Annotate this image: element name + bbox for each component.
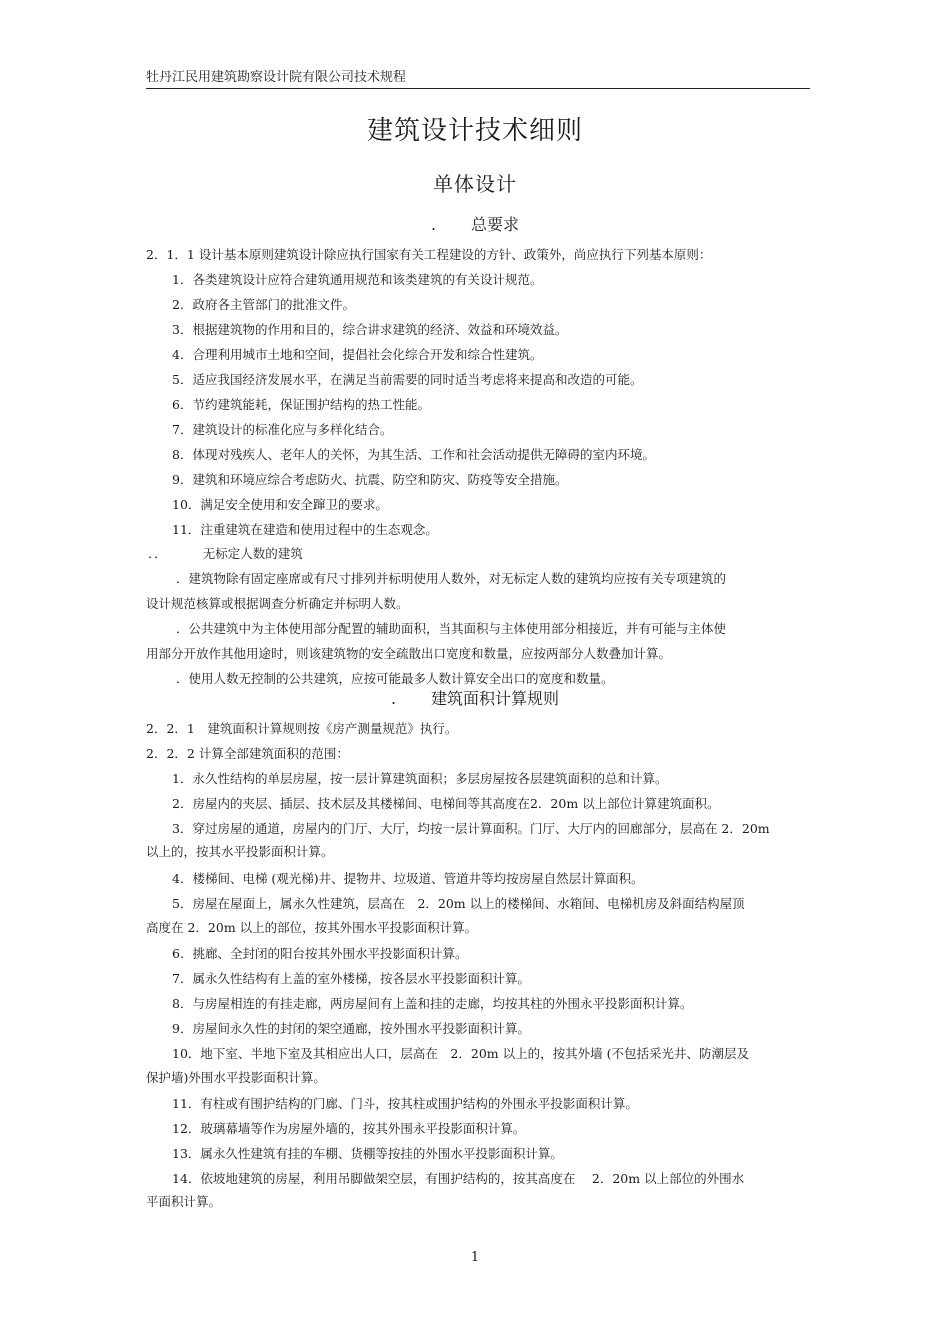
clause-2-2-1: 2．2．1 建筑面积计算规则按《房产测量规范》执行。 (146, 721, 458, 736)
list-item: 1．各类建筑设计应符合建筑通用规范和该类建筑的有关设计规范。 (172, 272, 543, 287)
list-item: 7．建筑设计的标准化应与多样化结合。 (172, 422, 393, 437)
list-item: 14．依坡地建筑的房屋，利用吊脚做架空层，有围护结构的，按其高度在 2．20m 以上部位的外围水 (172, 1171, 745, 1186)
list-item-continuation: 高度在 2．20m 以上的部位，按其外围水平投影面积计算。 (146, 920, 478, 935)
list-item: 8．与房屋相连的有挂走廊，两房屋间有上盖和挂的走廊，均按其柱的外围永平投影面积计算。 (172, 996, 693, 1011)
paragraph-line: ．建筑物除有固定座席或有尺寸排列并标明使用人数外，对无标定人数的建筑均应按有关专项建筑的 (176, 571, 727, 586)
list-item-continuation: 保护墙)外围水平投影面积计算。 (146, 1070, 326, 1085)
section-title: 总要求 (470, 215, 519, 234)
list-item-continuation: 平面积计算。 (146, 1194, 222, 1209)
list-item: 11．注重建筑在建造和使用过程中的生态观念。 (172, 522, 438, 537)
section-heading-general-requirements (0, 214, 950, 236)
list-item: 10．满足安全使用和安全蹿卫的要求。 (172, 497, 388, 512)
list-item: 3．穿过房屋的通道，房屋内的门厅、大厅，均按一层计算面积。门厅、大厅内的回廊部分，层高在 2．20m (172, 821, 770, 836)
list-item: 1．永久性结构的单层房屋，按一层计算建筑面积；多层房屋按各层建筑面积的总和计算。 (172, 771, 668, 786)
list-item: 6．节约建筑能耗，保证围护结构的热工性能。 (172, 397, 430, 412)
section-number: . (430, 215, 437, 234)
paragraph-line: ．使用人数无控制的公共建筑，应按可能最多人数计算安全出口的宽度和数量。 (176, 671, 614, 686)
chapter-title: 单体设计 (433, 172, 517, 196)
list-item: 10．地下室、半地下室及其相应出人口，层高在 2．20m 以上的，按其外墙 (不包括采光井、防潮层及 (172, 1046, 749, 1061)
list-item: 11．有柱或有围护结构的门廊、门斗，按其柱或围护结构的外围永平投影面积计算。 (172, 1096, 638, 1111)
subsection-heading (146, 545, 812, 563)
page-number: 1 (470, 1250, 480, 1265)
subsection-number: ．． (148, 546, 167, 561)
list-item: 13．属永久性建筑有挂的车棚、货棚等按挂的外围水平投影面积计算。 (172, 1146, 563, 1161)
list-item: 2．房屋内的夹层、插层、技术层及其楼梯间、电梯间等其高度在2．20m 以上部位计算建筑面积。 (172, 796, 720, 811)
section-number: . (390, 689, 397, 708)
subsection-title: 无标定人数的建筑 (202, 546, 303, 561)
list-item: 5．房屋在屋面上，属永久性建筑，层高在 2．20m 以上的楼梯间、水箱间、电梯机房及斜面结构屋顶 (172, 896, 745, 911)
list-item: 7．属永久性结构有上盖的室外楼梯，按各层水平投影面积计算。 (172, 971, 530, 986)
document-title: 建筑设计技术细则 (366, 116, 583, 146)
clause-2-1-1: 2．1．1 设计基本原则建筑设计除应执行国家有关工程建设的方针、政策外，尚应执行下列基本原则： (146, 247, 712, 262)
paragraph-line: ．公共建筑中为主体使用部分配置的辅助面积，当其面积与主体使用部分相接近，并有可能与主体使 (176, 621, 727, 636)
list-item: 12．玻璃幕墙等作为房屋外墙的，按其外围永平投影面积计算。 (172, 1121, 526, 1136)
list-item: 6．挑廊、全封闭的阳台按其外围水平投影面积计算。 (172, 946, 468, 961)
section-title: 建筑面积计算规则 (430, 689, 559, 708)
section-heading-area-rules (0, 688, 950, 710)
list-item: 3．根据建筑物的作用和目的，综合讲求建筑的经济、效益和环境效益。 (172, 322, 568, 337)
list-item-continuation: 以上的，按其水平投影面积计算。 (146, 844, 334, 859)
list-item: 9．建筑和环境应综合考虑防火、抗震、防空和防灾、防疫等安全措施。 (172, 472, 568, 487)
clause-2-2-2: 2．2．2 计算全部建筑面积的范围： (146, 746, 349, 761)
list-item: 4．合理利用城市土地和空间，提倡社会化综合开发和综合性建筑。 (172, 347, 543, 362)
running-header: 牡丹江民用建筑勘察设计院有限公司技术规程 (146, 70, 810, 89)
list-item: 2．政府各主管部门的批准文件。 (172, 297, 355, 312)
list-item: 9．房屋间永久性的封闭的架空通廊，按外围水平投影面积计算。 (172, 1021, 530, 1036)
paragraph-line: 用部分开放作其他用途时，则该建筑物的安全疏散出口宽度和数量，应按两部分人数叠加计算。 (146, 646, 672, 661)
list-item: 8．体现对残疾人、老年人的关怀，为其生活、工作和社会活动提供无障碍的室内环境。 (172, 447, 655, 462)
list-item: 4．楼梯间、电梯 (观光梯)井、提物井、垃圾道、管道井等均按房屋自然层计算面积。 (172, 871, 644, 886)
list-item: 5．适应我国经济发展水平，在满足当前需要的同时适当考虑将来提高和改造的可能。 (172, 372, 643, 387)
paragraph-line: 设计规范核算或根据调查分析确定并标明人数。 (146, 596, 409, 611)
